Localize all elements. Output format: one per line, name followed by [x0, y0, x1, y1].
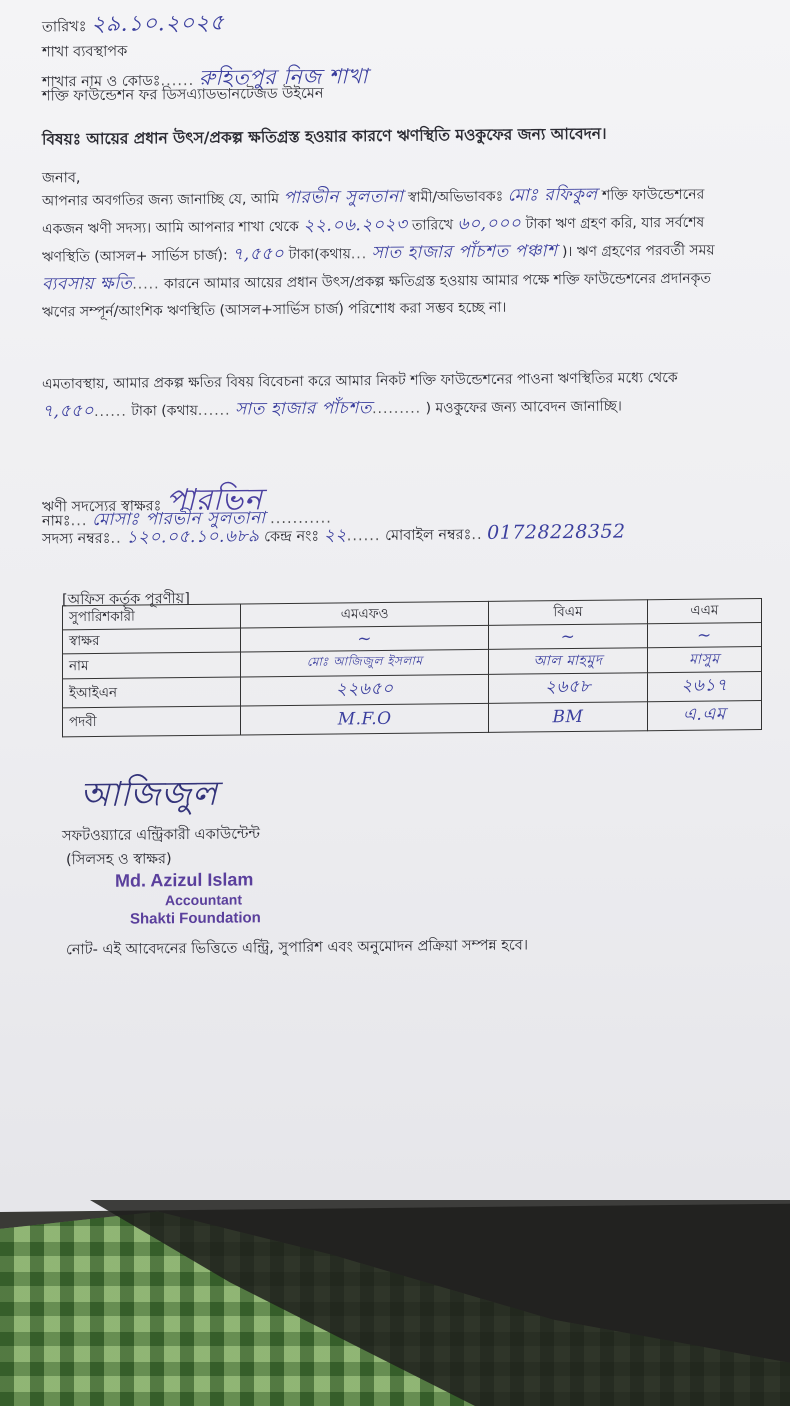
branch-value: রুহিতপুর নিজ শাখা [198, 64, 369, 90]
center-value: ২২ [323, 525, 347, 546]
stamp-name: Md. Azizul Islam [115, 869, 254, 891]
member-no-value: ১২০.০৫.১০.৬৮৯ [126, 526, 260, 548]
accountant-title: সফটওয়্যারে এন্ট্রিকারী একাউন্টেন্ট [62, 826, 260, 845]
table-cell: BM [489, 702, 647, 733]
subject-line: বিষয়ঃ আয়ের প্রধান উৎস/প্রকল্প ক্ষতিগ্রস্ত হওয়ার কারণে ঋণস্থিতি মওকুফের জন্য আবেদন। [42, 124, 607, 149]
table-header-cell: এমএফও [241, 601, 489, 628]
table-cell: ২৬১৭ [647, 672, 761, 702]
balance-written: ৭,৫৫০ [232, 244, 285, 265]
signature-cell: ~ [647, 623, 761, 648]
waive-amount-written: ৭,৫৫০ [42, 401, 95, 422]
stamp-role: Accountant [165, 891, 242, 909]
table-cell: মোঃ আজিজুল ইসলাম [241, 649, 489, 677]
body-paragraph-1: আপনার অবগতির জন্য জানাচ্ছি যে, আমি পারভীন সুলতানা স্বামী/অভিভাবকঃ মোঃ রফিকুল শক্তি ফাউন্ডেশনের একজন ঋণী সদস্য। আমি আপনার শাখা থেকে ২২.০৬.২০২৩ তারিখে ৬০,০০০ টাকা ঋণ গ্রহণ করি, যার সর্বশেষ ঋণস্থিতি (আসল+ সার্ভিস চার্জ): ৭,৫৫০ টাকা(কথায়... সাত হাজার পাঁচশত পঞ্চাশ )। ঋণ গ্রহণের পরবর্তী সময় ব্যবসায় ক্ষতি..... কারনে আমার আয়ের প্রধান উৎস/প্রকল্প ক্ষতিগ্রস্ত হওয়ায় আমার পক্ষে শক্তি ফাউন্ডেশনের প্রদানকৃত ঋণের সম্পূর্ন/আংশিক ঋণস্থিতি (আসল+সার্ভিস চার্জ) পরিশোধ করা সম্ভব হচ্ছে না। [42, 184, 715, 321]
member-name-written: পারভীন সুলতানা [283, 186, 404, 209]
salutation: জনাব, [42, 170, 81, 187]
mobile-value: 01728228352 [487, 520, 626, 544]
table-header-cell: এএম [647, 599, 761, 624]
table-row-label: ইআইএন [63, 677, 241, 708]
member-signature: পারভিন [166, 482, 263, 519]
office-use-table [62, 598, 762, 737]
table-cell: মাসুম [647, 647, 761, 673]
table-cell: এ.এম [647, 701, 761, 731]
member-name-label: নামঃ [42, 513, 71, 530]
loan-date-written: ২২.০৬.২০২৩ [303, 214, 408, 236]
branch-line: শাখার নাম ও কোডঃ...... রুহিতপুর নিজ শাখা [42, 64, 369, 91]
date-label: তারিখঃ [42, 19, 87, 36]
table-cell: আল মাহমুদ [489, 648, 647, 675]
stamp-org: Shakti Foundation [130, 909, 261, 928]
guardian-name-written: মোঃ রফিকুল [507, 184, 598, 206]
organization-name: শক্তি ফাউন্ডেশন ফর ডিসএ্যাডভানটেজড উইমেন [42, 85, 324, 105]
date-line [42, 6, 224, 45]
table-row [63, 701, 762, 737]
table-cell: ২২৬৫০ [241, 674, 489, 706]
balance-words-written: সাত হাজার পাঁচশত পঞ্চাশ [371, 241, 558, 264]
signature-cell: ~ [241, 625, 489, 652]
branch-label: শাখার নাম ও কোডঃ [42, 73, 161, 91]
waive-words-written: সাত হাজার পাঁচশত [235, 398, 373, 420]
body-paragraph-2: এমতাবস্থায়, আমার প্রকল্প ক্ষতির বিষয় বিবেচনা করে আমার নিকট শক্তি ফাউন্ডেশনের পাওনা ঋণস্থিতির মধ্যে থেকে ৭,৫৫০...... টাকা (কথায়...... সাত হাজার পাঁচশত......... ) মওকুফের জন্য আবেদন জানাচ্ছি। [42, 369, 678, 422]
member-name-value: মোসাঃ পারভীন সুলতানা [92, 508, 266, 531]
signature-cell: ~ [489, 624, 647, 650]
table-cell: ২৬৫৮ [489, 673, 647, 704]
table-header-cell: সুপারিশকারী [63, 604, 241, 630]
accountant-signature: আজিজুল [80, 773, 218, 816]
date-value: ২৯.১০.২০২৫ [91, 10, 225, 38]
table-cell: M.F.O [241, 703, 489, 735]
loan-amount-written: ৬০,০০০ [457, 213, 522, 235]
office-heading: [অফিস কর্তৃক পূরণীয়] [62, 591, 190, 609]
member-details-line: সদস্য নম্বরঃ.. ১২০.০৫.১০.৬৮৯ কেন্দ্র নংঃ ২২...... মোবাইল নম্বরঃ.. 01728228352 [42, 520, 626, 548]
seal-note: (সিলসহ ও স্বাক্ষর) [66, 851, 172, 869]
footer-note: নোট- এই আবেদনের ভিত্তিতে এন্ট্রি, সুপারিশ এবং অনুমোদন প্রক্রিয়া সম্পন্ন হবে। [66, 937, 529, 959]
table-row-label: পদবী [63, 706, 241, 737]
member-name-line: নামঃ... মোসাঃ পারভীন সুলতানা ........... [42, 508, 332, 531]
table-row-label: নাম [63, 652, 241, 679]
recipient-line: শাখা ব্যবস্থাপক [42, 43, 128, 61]
table-header-cell: বিএম [489, 600, 647, 626]
mobile-label: মোবাইল নম্বরঃ [385, 527, 472, 544]
member-signature-label: ঋণী সদস্যের স্বাক্ষরঃ [42, 498, 162, 516]
reason-written: ব্যবসায় ক্ষতি [42, 273, 133, 295]
center-label: কেন্দ্র নংঃ [264, 528, 320, 546]
table-row-label: স্বাক্ষর [63, 628, 241, 654]
member-no-label: সদস্য নম্বরঃ [42, 530, 111, 548]
